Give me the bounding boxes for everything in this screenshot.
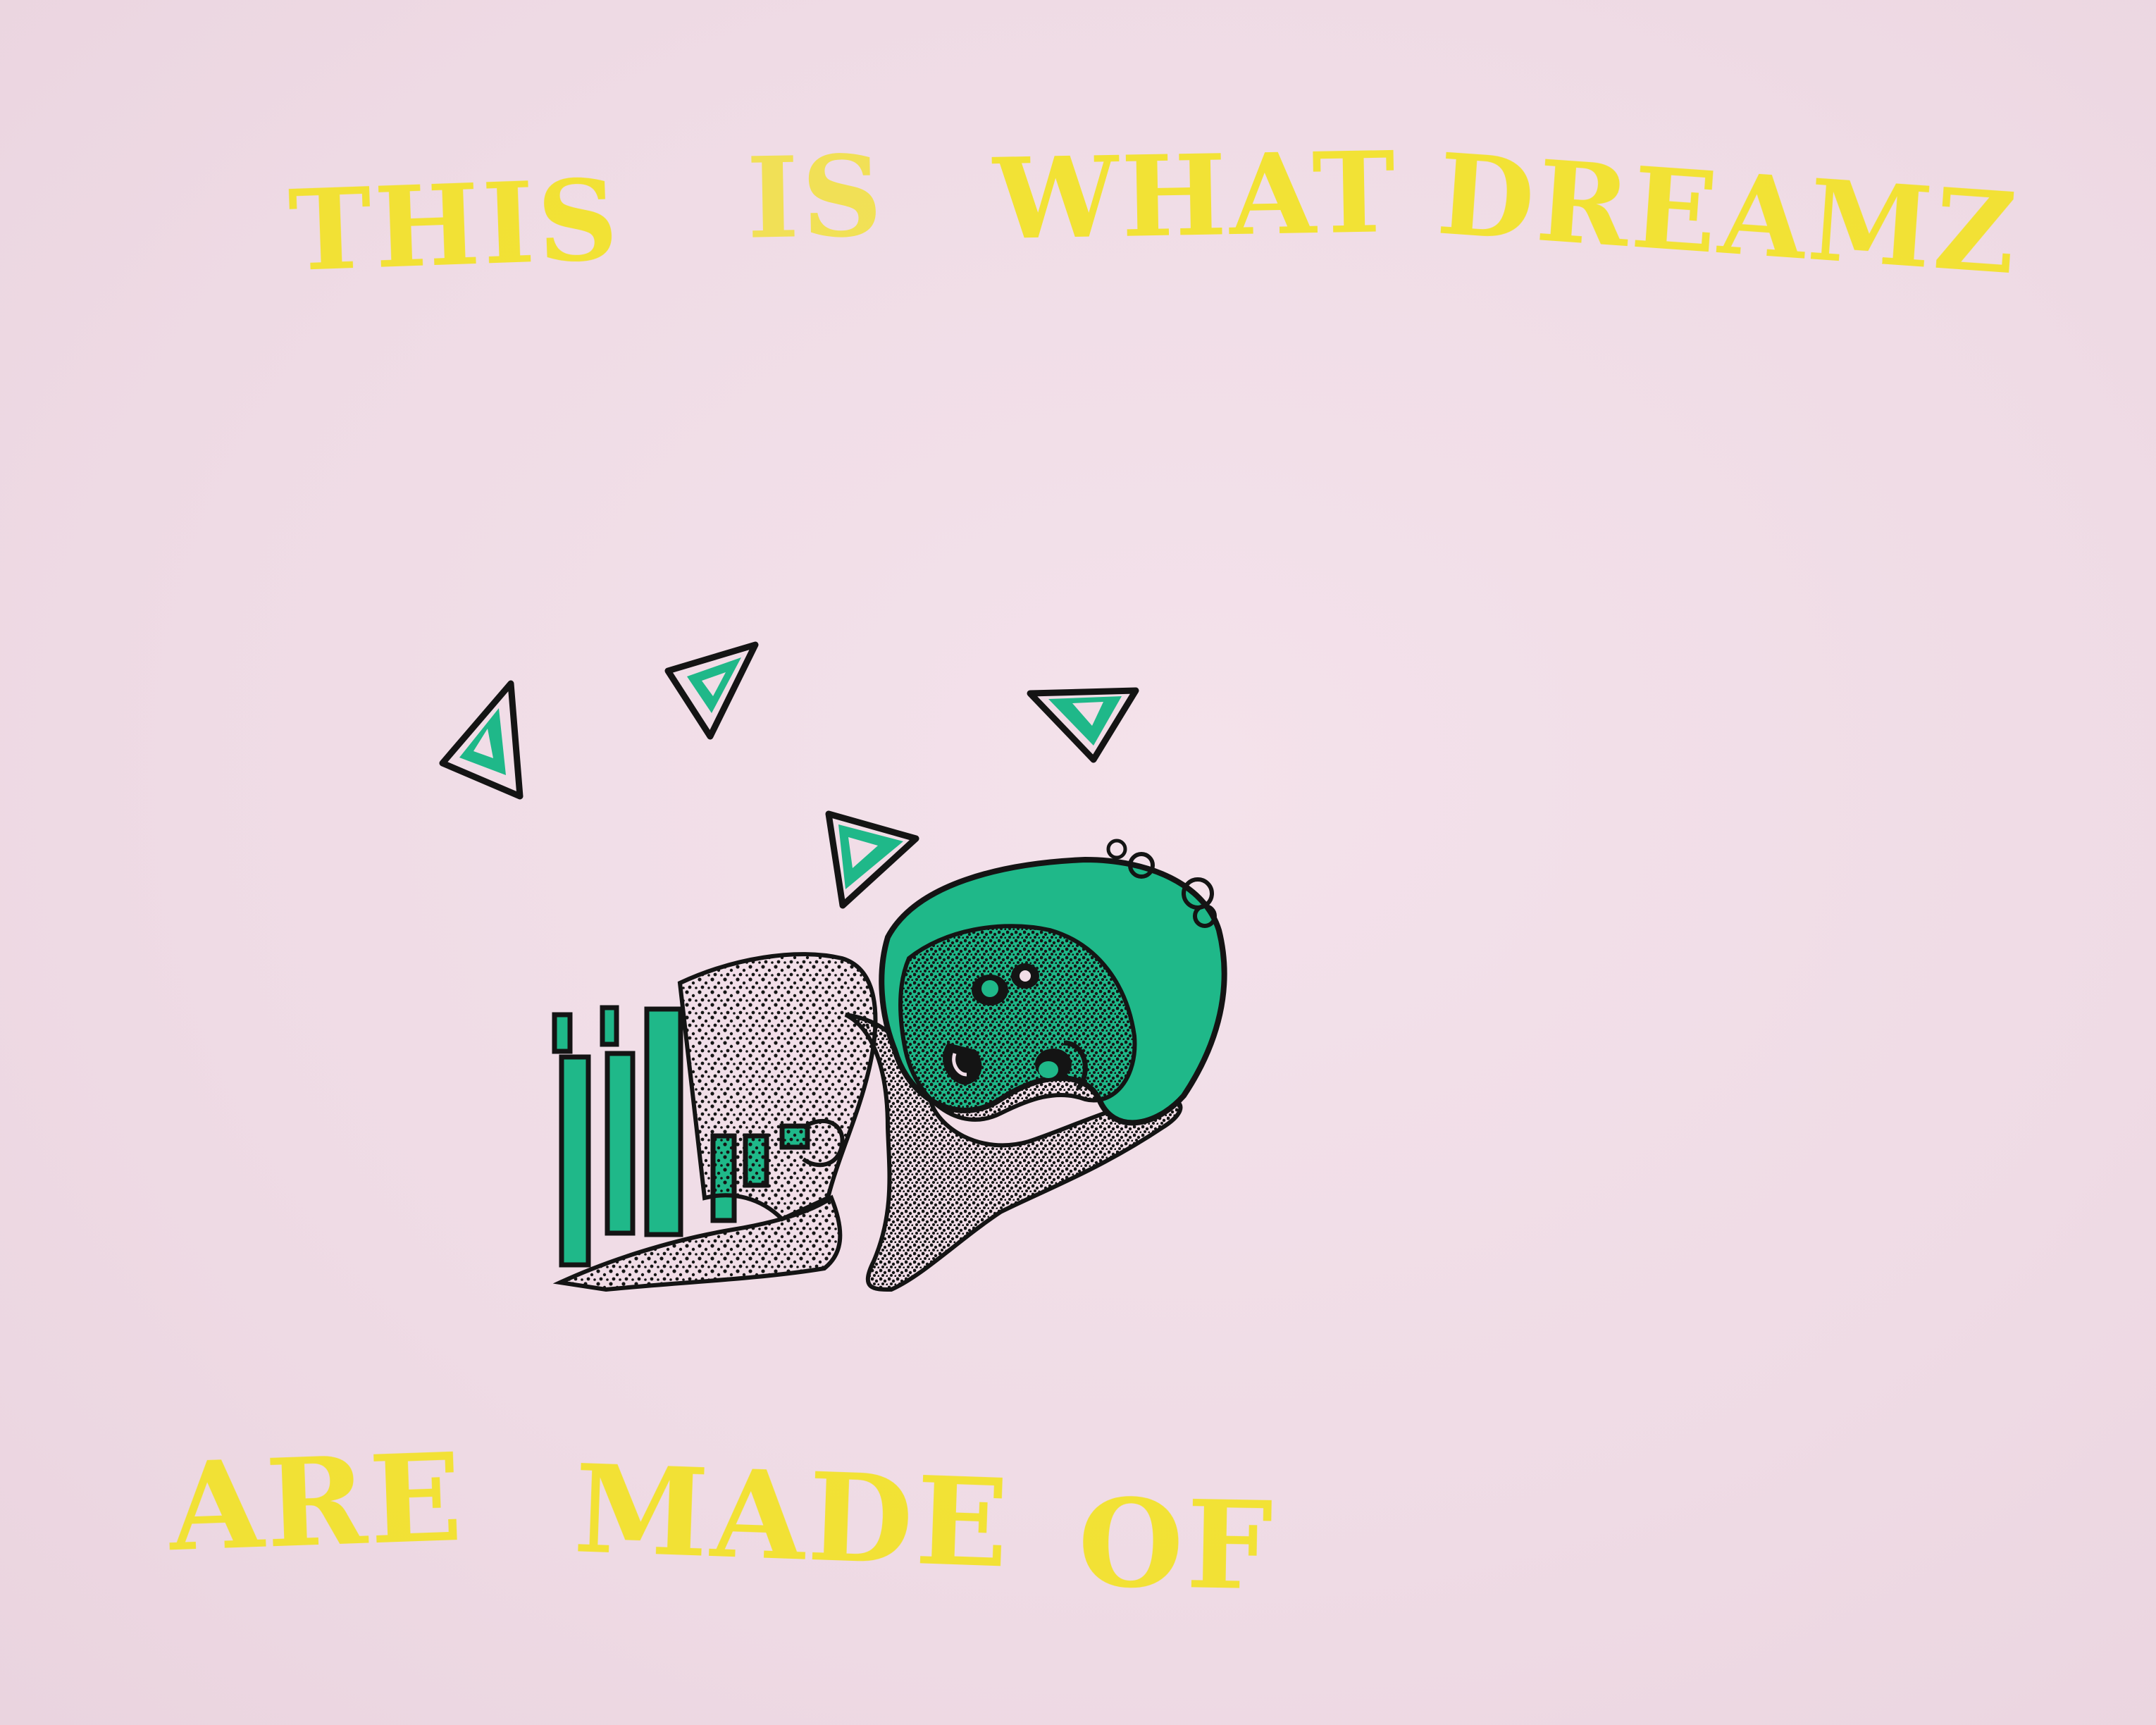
triangle-icon xyxy=(668,645,755,736)
footer-word-3: OF xyxy=(1077,1471,1277,1618)
triangle-icon xyxy=(829,814,916,905)
headline-word-1: THIS xyxy=(286,154,623,297)
triangle-icon xyxy=(1030,691,1136,760)
headline-word-3: WHAT xyxy=(992,128,1399,265)
footer-word-2: MADE xyxy=(571,1437,1014,1595)
eye-icon xyxy=(972,975,1008,1006)
eye-icon xyxy=(1011,963,1039,989)
headline-word-4: DREAMZ xyxy=(1433,129,2024,300)
figure-head xyxy=(881,841,1224,1123)
footer-word-1: ARE xyxy=(166,1425,467,1579)
headline-word-2: IS xyxy=(745,131,886,264)
triangle-icon xyxy=(442,684,520,796)
